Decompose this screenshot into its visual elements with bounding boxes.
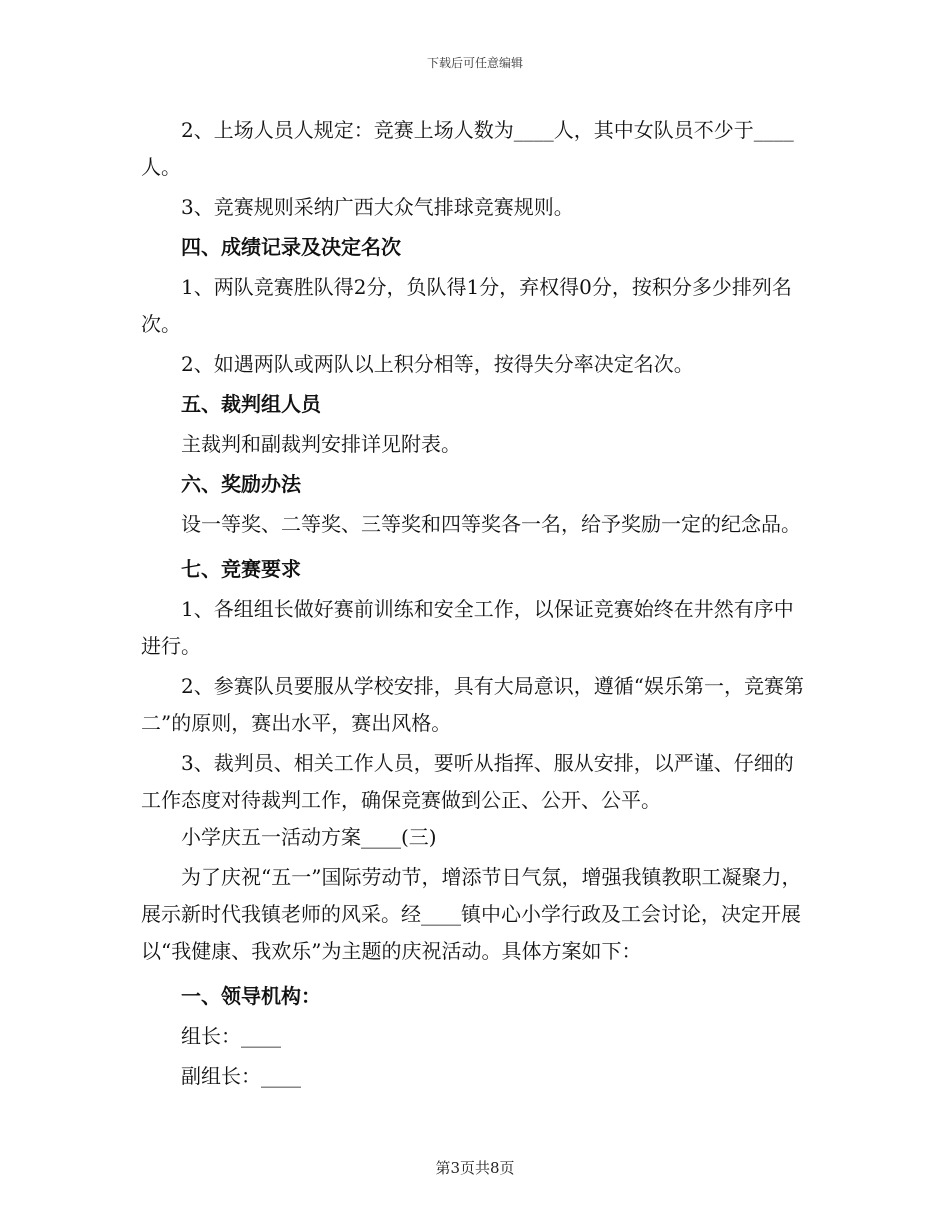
heading-section-7: 七、竞赛要求 bbox=[181, 557, 301, 581]
paragraph-requirement-1: 1、各组组长做好赛前训练和安全工作，以保证竞赛始终在井然有序中进行。 bbox=[141, 597, 794, 658]
paragraph-requirement-2: 2、参赛队员要服从学校安排，具有大局意识，遵循“娱乐第一，竞赛第二”的原则，赛出水平，赛出风格。 bbox=[141, 674, 804, 735]
paragraph-scoring: 1、两队竞赛胜队得2分，负队得1分，弃权得0分，按积分多少排列名次。 bbox=[141, 275, 792, 336]
paragraph-plan-title: 小学庆五一活动方案____(三) bbox=[181, 825, 437, 849]
paragraph-leader: 组长：____ bbox=[181, 1024, 281, 1048]
heading-section-5: 五、裁判组人员 bbox=[181, 392, 321, 416]
document-body bbox=[141, 112, 806, 1095]
page-header-note: 下载后可任意编辑 bbox=[426, 56, 523, 70]
paragraph-referees: 主裁判和副裁判安排详见附表。 bbox=[181, 432, 461, 456]
heading-section-4: 四、成绩记录及决定名次 bbox=[181, 235, 401, 259]
paragraph-rule-players: 2、上场人员人规定：竞赛上场人数为____人，其中女队员不少于____人。 bbox=[141, 118, 794, 179]
paragraph-tiebreak: 2、如遇两队或两队以上积分相等，按得失分率决定名次。 bbox=[181, 352, 694, 376]
heading-leadership: 一、领导机构： bbox=[181, 984, 321, 1008]
paragraph-deputy-leader: 副组长：____ bbox=[181, 1064, 301, 1088]
paragraph-awards: 设一等奖、二等奖、三等奖和四等奖各一名，给予奖励一定的纪念品。 bbox=[181, 512, 801, 536]
page-number: 第3页共8页 bbox=[435, 1159, 515, 1177]
paragraph-requirement-3: 3、裁判员、相关工作人员，要听从指挥、服从安排，以严谨、仔细的工作态度对待裁判工作，确保竞赛做到公正、公开、公平。 bbox=[141, 751, 794, 812]
heading-section-6: 六、奖励办法 bbox=[181, 472, 301, 496]
paragraph-rule-standard: 3、竞赛规则采纳广西大众气排球竞赛规则。 bbox=[181, 195, 574, 219]
paragraph-plan-intro: 为了庆祝“五一”国际劳动节，增添节日气氛，增强我镇教职工凝聚力，展示新时代我镇老师的风采。经____镇中心小学行政及工会讨论，决定开展以“我健康、我欢乐”为主题的庆祝活动。具体方案如下： bbox=[141, 865, 802, 963]
